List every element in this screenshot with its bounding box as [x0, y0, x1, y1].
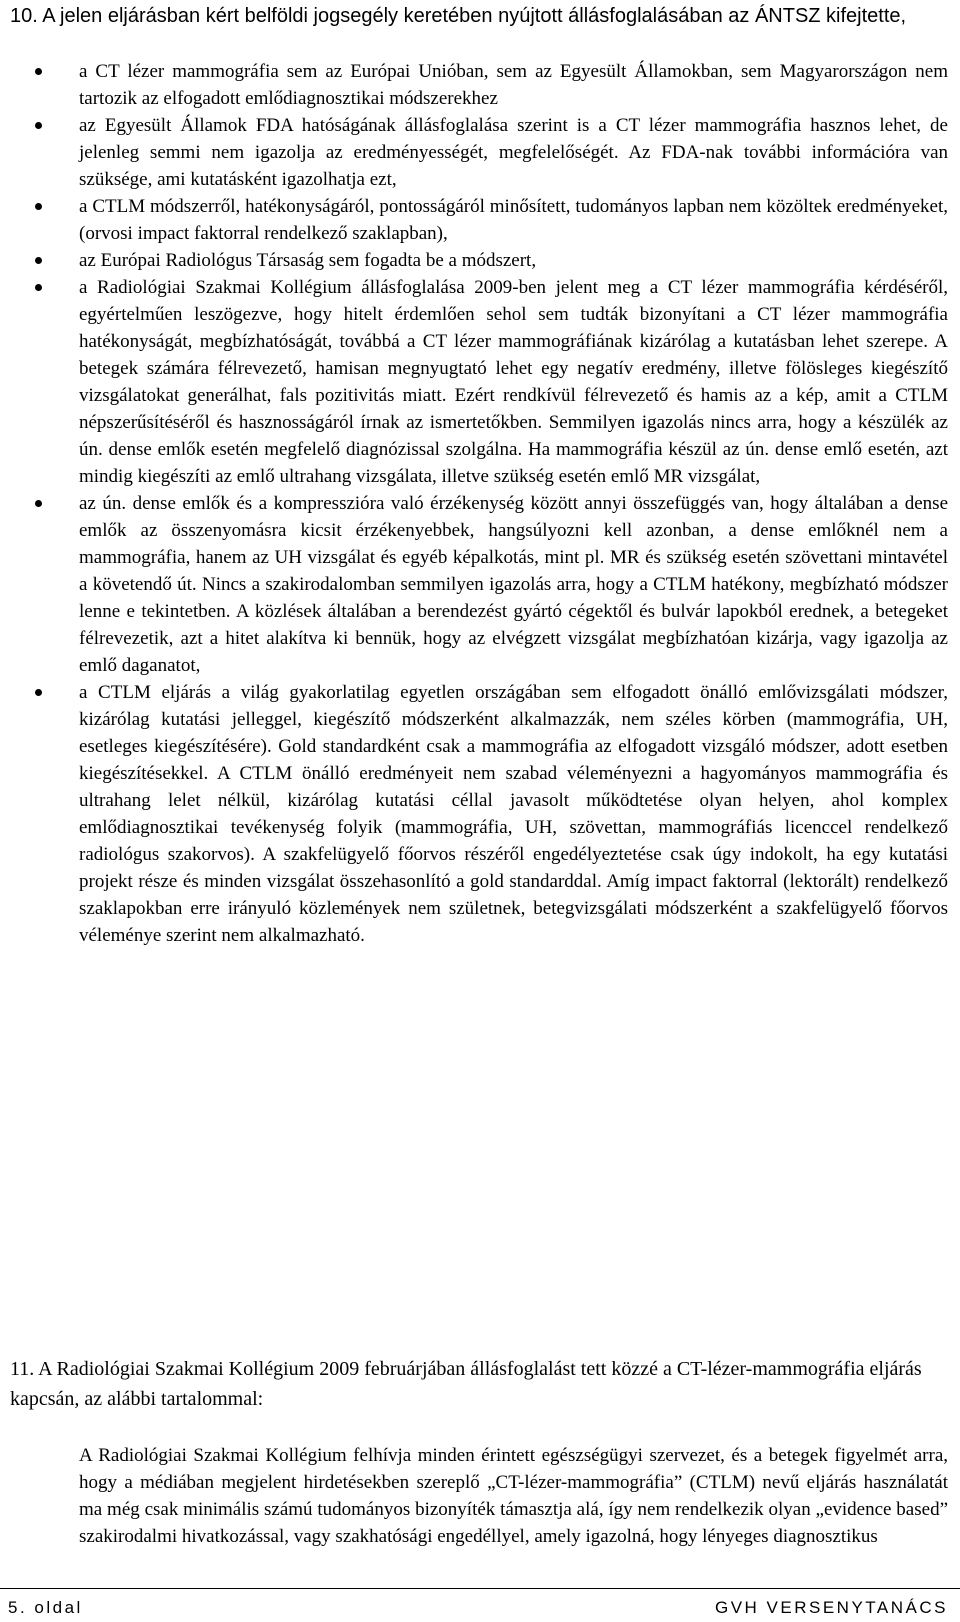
- list-item-text: a CT lézer mammográfia sem az Európai Unióban, sem az Egyesült Államokban, sem Magyarországon nem tartozik az elfogadott emlődiagnosztikai módszerekhez: [79, 61, 948, 109]
- list-item: [0, 58, 960, 112]
- section-11-heading: 11. A Radiológiai Szakmai Kollégium 2009 februárjában állásfoglalást tett közzé a CT-lézer-mammográfia eljárás kapcsán, az alábbi tartalommal:: [10, 1358, 922, 1410]
- list-item-text: a Radiológiai Szakmai Kollégium állásfoglalása 2009-ben jelent meg a CT lézer mammográfia kérdéséről, egyértelműen leszögezve, hogy hitelt érdemlően sehol sem tudták bizonyítani a CT lézer mammográfia hatékonyságát, megbízhatóságát, továbbá a CT lézer mammográfiának kizárólag a kutatásban lehet szerepe. A betegek számára félrevezető, hamisan megnyugtató lehet egy negatív eredmény, illetve fölösleges kiegészítő vizsgálatokat generálhat, fals pozitivitás miatt. Ezért rendkívül félrevezető és hamis az a kép, amit a CTLM népszerűsítéséről és hasznosságáról írnak az ismertetőkben. Semmilyen igazolás nincs arra, hogy a készülék az ún. dense emlők esetén megfelelő diagnózissal szolgálna. Ha mammográfia készül az ún. dense emlő esetén, azt mindig kiegészíti az emlő ultrahang vizsgálata, illetve szükség esetén emlő MR vizsgálat,: [79, 277, 948, 487]
- page-number: 5. oldal: [8, 1598, 83, 1617]
- footer-divider: [0, 1588, 960, 1589]
- footer-organization: GVH VERSENYTANÁCS: [714, 1598, 948, 1617]
- list-item-text: a CTLM módszerről, hatékonyságáról, pontosságáról minősített, tudományos lapban nem közöltek eredményeket, (orvosi impact faktorral rendelkező szaklapban),: [79, 196, 948, 244]
- list-item: [0, 490, 960, 679]
- list-item-text: az ún. dense emlők és a kompresszióra való érzékenység között annyi összefüggés van, hogy általában a dense emlők az összenyomásra kicsit érzékenyebbek, hangsúlyozni kell azonban, a dense emlőknél nem a mammográfia, hanem az UH vizsgálat és egyéb képalkotás, mint pl. MR és szükség esetén szövettani mintavétel a követendő út. Nincs a szakirodalomban semmilyen igazolás arra, hogy a CTLM hatékony, megbízható módszer lenne e tekintetben. A közlések általában a berendezést gyártó cégektől és bulvár lapokból erednek, a betegeket félrevezetik, azt a hitet alakítva ki bennük, hogy az elvégzett vizsgálat megbízhatóan kizárja, vagy igazolja az emlő daganatot,: [79, 493, 948, 676]
- list-item-text: az Egyesült Államok FDA hatóságának állásfoglalása szerint is a CT lézer mammográfia hasznos lehet, de jelenleg semmi nem igazolja az eredményességét, megfelelőségét. Az FDA-nak további információra van szüksége, ami kutatásként igazolhatja ezt,: [79, 115, 948, 190]
- list-item-text: a CTLM eljárás a világ gyakorlatilag egyetlen országában sem elfogadott önálló emlővizsgálati módszer, kizárólag kutatási jelleggel, kiegészítő módszerként alkalmazzák, nem széles körben (mammográfia, UH, esetleges kiegészítésére). Gold standardként csak a mammográfia az elfogadott vizsgáló módszer, adott esetben kiegészítésekkel. A CTLM önálló eredményeit nem szabad véleményezni a hagyományos mammográfia és ultrahang lelet nélkül, kizárólag kutatási céllal javasolt működtetése olyan helyen, ahol komplex emlődiagnosztikai tevékenység folyik (mammográfia, UH, szövettan, mammográfiás licenccel rendelkező radiológus szakorvos). A szakfelügyelő főorvos részéről engedélyeztetése csak úgy indokolt, ha egy kutatási projekt része és minden vizsgálat összehasonlító a gold standarddal. Amíg impact faktorral (lektorált) rendelkező szaklapokban erre irányuló közlemények nem születnek, betegvizsgálati módszerként a szakfelügyelő főorvos véleménye szerint nem alkalmazható.: [79, 682, 948, 946]
- section-10-heading: 10. A jelen eljárásban kért belföldi jogsegély keretében nyújtott állásfoglalásában az ÁNTSZ kifejtette,: [10, 5, 907, 27]
- bullet-icon: [35, 500, 42, 507]
- bullet-icon: [35, 257, 42, 264]
- bullet-icon: [35, 284, 42, 291]
- bullet-icon: [35, 122, 42, 129]
- list-item: [0, 247, 960, 274]
- bullet-icon: [35, 689, 42, 696]
- list-item: [0, 193, 960, 247]
- section-11-quote: A Radiológiai Szakmai Kollégium felhívja minden érintett egészségügyi szervezet, és a betegek figyelmét arra, hogy a médiában megjelent hirdetésekben szereplő „CT-lézer-mammográfia” (CTLM) nevű eljárás használatát ma még csak minimális számú tudományos bizonyíték támasztja alá, így nem rendelkezik olyan „evidence based” szakirodalmi hivatkozással, vagy szakhatósági engedéllyel, amely igazolná, hogy lényeges diagnosztikus: [79, 1445, 948, 1547]
- bullet-icon: [35, 203, 42, 210]
- list-item: [0, 274, 960, 490]
- list-item-text: az Európai Radiológus Társaság sem fogadta be a módszert,: [79, 250, 537, 271]
- section-10-bullet-list: [0, 58, 960, 949]
- list-item: [0, 679, 960, 949]
- list-item: [0, 112, 960, 193]
- bullet-icon: [35, 68, 42, 75]
